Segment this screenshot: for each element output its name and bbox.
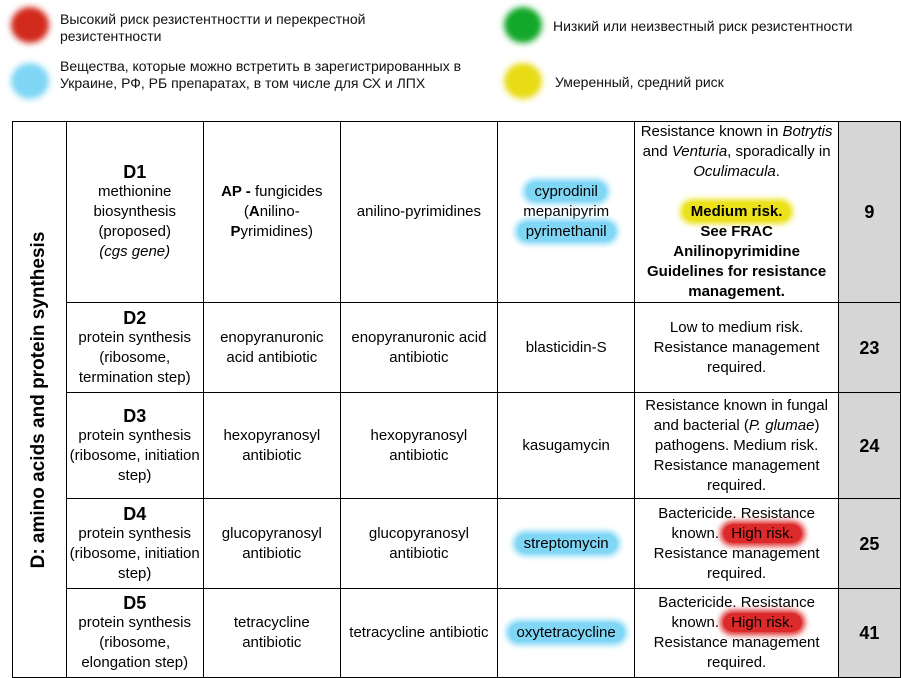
group-name: enopyranuronic acid antibiotic bbox=[203, 303, 340, 393]
group-word-1: nilino- bbox=[259, 203, 300, 220]
chemical-group: enopyranuronic acid antibiotic bbox=[340, 303, 497, 393]
group-abbrev: AP - bbox=[221, 183, 251, 200]
group-name: hexopyranosyl antibiotic bbox=[203, 393, 340, 499]
active-ingredient-registered: cyprodinil bbox=[526, 182, 605, 201]
comment-text: Bactericide. Resistance known. bbox=[658, 504, 815, 542]
moa-code: D5 bbox=[123, 593, 147, 613]
active-ingredient-cell bbox=[497, 122, 635, 303]
target-cell bbox=[66, 393, 203, 499]
table-row-d3 bbox=[13, 393, 901, 499]
table-row-d1 bbox=[13, 122, 901, 303]
active-ingredient-registered: pyrimethanil bbox=[518, 222, 615, 241]
comment-text: ) pathogens. Medium risk. Resistance management required. bbox=[653, 416, 820, 494]
target-site: protein synthesis (ribosome, initiation step) bbox=[69, 426, 200, 484]
pathogen-name: Venturia bbox=[671, 143, 728, 160]
low-risk-green-dot bbox=[507, 10, 539, 40]
registered-blue-dot bbox=[14, 66, 46, 96]
target-cell bbox=[66, 303, 203, 393]
group-label-text: fungicides ( bbox=[243, 183, 323, 220]
chemical-group: glucopyranosyl antibiotic bbox=[340, 499, 497, 589]
group-letter-p: P bbox=[230, 223, 241, 240]
active-ingredient-cell bbox=[497, 589, 635, 678]
chemical-group: hexopyranosyl antibiotic bbox=[340, 393, 497, 499]
moa-code: D1 bbox=[123, 162, 147, 182]
comment-text: Resistance known in fungal and bacterial ( bbox=[645, 396, 828, 434]
group-label: D: amino acids and protein synthesis bbox=[28, 231, 50, 568]
moa-code: D3 bbox=[123, 405, 147, 426]
target-site: protein synthesis (ribosome, elongation step) bbox=[78, 614, 191, 671]
comment-text: . bbox=[775, 163, 780, 180]
legend-low-risk: Низкий или неизвестный риск резистентности bbox=[553, 18, 853, 34]
active-ingredient: blasticidin-S bbox=[497, 303, 635, 393]
table-row-d5 bbox=[13, 589, 901, 678]
target-cell bbox=[66, 122, 203, 303]
target-site: protein synthesis (ribosome, termination step) bbox=[78, 328, 191, 386]
group-name: glucopyranosyl antibiotic bbox=[203, 499, 340, 589]
moa-code: D2 bbox=[123, 307, 147, 328]
table-row-d2 bbox=[13, 303, 901, 393]
active-ingredient-cell bbox=[497, 499, 635, 589]
moa-code: D4 bbox=[123, 503, 147, 524]
comment-cell bbox=[635, 122, 838, 303]
table-row-d4 bbox=[13, 499, 901, 589]
active-ingredient: mepanipyrim bbox=[523, 203, 610, 220]
high-risk-red-dot bbox=[14, 10, 46, 40]
active-ingredient-registered: streptomycin bbox=[516, 534, 617, 553]
pathogen-name: P. glumae bbox=[748, 416, 815, 434]
comment-text: Resistance known in bbox=[640, 123, 783, 140]
risk-badge-high: High risk. bbox=[723, 524, 802, 543]
group-name-cell bbox=[203, 122, 340, 303]
frac-code: 9 bbox=[838, 122, 900, 303]
frac-code: 24 bbox=[838, 393, 900, 499]
pathogen-name: Botrytis bbox=[782, 123, 833, 140]
frac-code: 23 bbox=[838, 303, 900, 393]
target-site: protein synthesis (ribosome, initiation step) bbox=[69, 524, 200, 582]
frac-code: 25 bbox=[838, 499, 900, 589]
chemical-group: tetracycline antibiotic bbox=[340, 589, 497, 678]
risk-badge-high: High risk. bbox=[723, 613, 802, 632]
active-ingredient: kasugamycin bbox=[497, 393, 635, 499]
comment-text: Resistance management required. bbox=[653, 544, 820, 582]
group-word-2: yrimidines) bbox=[240, 223, 314, 240]
comment-text: Resistance management required. bbox=[653, 634, 820, 671]
comment-text: and bbox=[642, 143, 672, 160]
target-note: (cgs gene) bbox=[99, 243, 171, 260]
frac-code: 41 bbox=[838, 589, 900, 678]
risk-badge-medium: Medium risk. bbox=[683, 202, 791, 221]
guideline-note: See FRAC Anilinopyrimidine Guidelines for resistance management. bbox=[646, 223, 827, 300]
group-letter-a: A bbox=[248, 203, 260, 220]
comment-text: Bactericide. Resistance known. bbox=[658, 594, 815, 631]
legend-moderate-risk: Умеренный, средний риск bbox=[555, 74, 724, 90]
moderate-risk-yellow-dot bbox=[507, 66, 539, 96]
frac-table bbox=[12, 121, 901, 678]
legend-registered: Вещества, которые можно встретить в зарегистрированных в Украине, РФ, РБ препаратах, в том числе для СХ и ЛПХ bbox=[60, 58, 462, 91]
comment-cell bbox=[635, 393, 838, 499]
group-name: tetracycline antibiotic bbox=[203, 589, 340, 678]
pathogen-name: Oculimacula bbox=[693, 163, 776, 180]
target-site: methionine biosynthesis (proposed) bbox=[93, 183, 176, 240]
legend-high-risk: Высокий риск резистентностти и перекрестной резистентности bbox=[60, 11, 366, 44]
chemical-group: anilino-pyrimidines bbox=[356, 203, 482, 220]
comment-cell bbox=[635, 499, 838, 589]
group-label-cell bbox=[13, 122, 67, 678]
chemical-group-cell bbox=[340, 122, 497, 303]
comment: Low to medium risk. Resistance management required. bbox=[635, 303, 838, 393]
comment-text: , sporadically in bbox=[727, 143, 831, 160]
target-cell bbox=[66, 589, 203, 678]
active-ingredient-registered: oxytetracycline bbox=[509, 623, 624, 642]
target-cell bbox=[66, 499, 203, 589]
comment-cell bbox=[635, 589, 838, 678]
